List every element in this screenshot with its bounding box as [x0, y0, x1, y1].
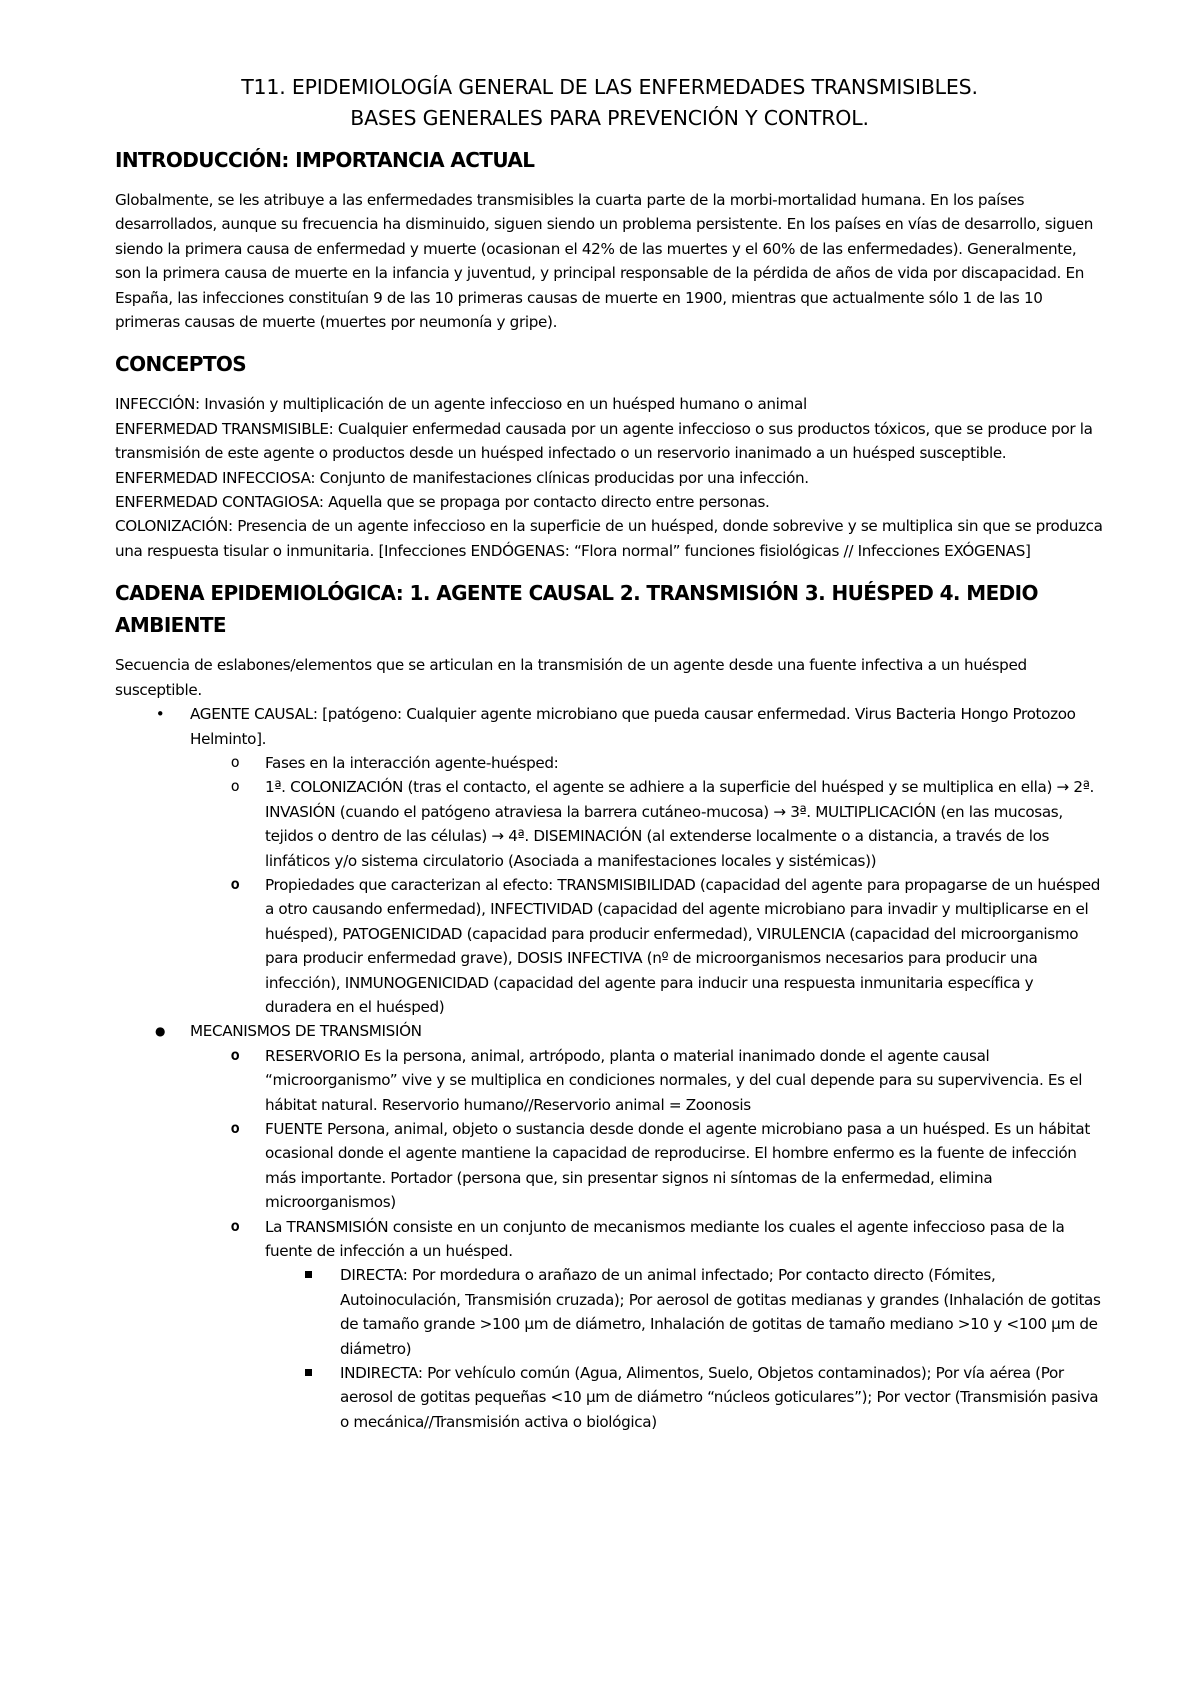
list-item: [190, 775, 1104, 873]
document-title: [115, 72, 1104, 134]
mecanismos-label: MECANISMOS DE TRANSMISIÓN: [190, 1022, 422, 1041]
list-item-text: La TRANSMISIÓN consiste en un conjunto de mecanismos mediante los cuales el agente infeccioso pasa de la fuente de infección a un huésped.: [265, 1217, 1065, 1261]
title-line-1: T11. EPIDEMIOLOGÍA GENERAL DE LAS ENFERMEDADES TRANSMISIBLES.: [241, 75, 978, 99]
intro-heading: INTRODUCCIÓN: IMPORTANCIA ACTUAL: [115, 148, 535, 172]
list-item-text: INDIRECTA: Por vehículo común (Agua, Alimentos, Suelo, Objetos contaminados); Por vía aérea (Por aerosol de gotitas pequeñas <10 µm de diámetro “núcleos goticulares”); Por vector (Transmisión pasiva o mecánica//Transmisión activa o biológica): [340, 1364, 1099, 1431]
title-line-2: BASES GENERALES PARA PREVENCIÓN Y CONTROL.: [350, 106, 869, 130]
concept-colonizacion: COLONIZACIÓN: Presencia de un agente infeccioso en la superficie de un huésped, donde sobrevive y se multiplica sin que se produzca una respuesta tisular o inmunitaria. [Infecciones ENDÓGENAS: “Flora normal” funciones fisiológicas // Infecciones EXÓGENAS]: [115, 517, 1103, 560]
intro-paragraph: Globalmente, se les atribuye a las enfermedades transmisibles la cuarta parte de la morbi-mortalidad humana. En los países desarrollados, aunque su frecuencia ha disminuido, siguen siendo un problema persistente. En los países en vías de desarrollo, siguen siendo la primera causa de enfermedad y muerte (ocasionan el 42% de las muertes y el 60% de las enfermedades). Generalmente, son la primera causa de muerte en la infancia y juventud, y principal responsable de la pérdida de años de vida por discapacidad. En España, las infecciones constituían 9 de las 10 primeras causas de muerte en 1900, mientras que actualmente sólo 1 de las 10 primeras causas de muerte (muertes por neumonía y gripe).: [115, 191, 1094, 332]
agente-causal-sublist: [190, 751, 1104, 1019]
mecanismos-sublist: [190, 1044, 1104, 1435]
chain-list: [115, 702, 1104, 1434]
list-item-text: DIRECTA: Por mordedura o arañazo de un animal infectado; Por contacto directo (Fómites, Autoinoculación, Transmisión cruzada); Por aerosol de gotitas medianas y grandes (Inhalación de gotitas de tamaño grande >100 µm de diámetro, Inhalación de gotitas de tamaño mediano >10 y <100 µm de diámetro): [340, 1266, 1101, 1358]
square-bullet-icon: [301, 1263, 315, 1287]
list-item-text: RESERVORIO Es la persona, animal, artrópodo, planta o material inanimado donde el agente causal “microorganismo” vive y se multiplica en condiciones normales, y del cual depende para su supervivencia. Es el hábitat natural. Reservorio humano//Reservorio animal = Zoonosis: [265, 1046, 1083, 1114]
concept-infeccion: INFECCIÓN: Invasión y multiplicación de un agente infeccioso en un huésped humano o animal: [115, 395, 807, 414]
circle-bullet-icon: o: [230, 1045, 240, 1064]
list-item-text: Fases en la interacción agente-huésped:: [265, 753, 559, 772]
agente-causal-label: AGENTE CAUSAL: [patógeno: Cualquier agente microbiano que pueda causar enfermedad. Virus Bacteria Hongo Protozoo Helminto].: [190, 705, 1076, 748]
list-item: [265, 1361, 1104, 1434]
list-item: [190, 1215, 1104, 1435]
concept-enfermedad-transmisible: ENFERMEDAD TRANSMISIBLE: Cualquier enfermedad causada por un agente infeccioso o sus productos tóxicos, que se produce por la transmisión de este agente o productos desde un huésped infectado o un reservorio inanimado a un huésped susceptible.: [115, 419, 1093, 463]
concepts-heading: CONCEPTOS: [115, 352, 247, 377]
concept-enfermedad-infecciosa: ENFERMEDAD INFECCIOSA: Conjunto de manifestaciones clínicas producidas por una infección.: [115, 468, 809, 487]
list-item-agente-causal: [115, 702, 1104, 1019]
chain-intro: Secuencia de eslabones/elementos que se articulan en la transmisión de un agente desde una fuente infectiva a un huésped susceptible.: [115, 656, 1027, 699]
circle-bullet-icon: o: [230, 752, 240, 771]
list-item-mecanismos: [115, 1019, 1104, 1434]
concepts-list: [115, 392, 1104, 563]
list-item-text: Propiedades que caracterizan al efecto: TRANSMISIBILIDAD (capacidad del agente para propagarse de un huésped a otro causando enfermedad), INFECTIVIDAD (capacidad del agente microbiano para invadir y multiplicarse en el huésped), PATOGENICIDAD (capacidad para producir enfermedad), VIRULENCIA (capacidad del microorganismo para producir enfermedad grave), DOSIS INFECTIVA (nº de microorganismos necesarios para producir una infección), INMUNOGENICIDAD (capacidad del agente para inducir una respuesta inmunitaria específica y duradera en el huésped): [265, 875, 1101, 1016]
square-bullet-icon: [301, 1361, 315, 1385]
circle-bullet-icon: o: [230, 1119, 240, 1137]
circle-bullet-icon: o: [230, 874, 240, 893]
list-item: [190, 1044, 1104, 1117]
list-item-text: 1ª. COLONIZACIÓN (tras el contacto, el agente se adhiere a la superficie del huésped y se multiplica en ella) → 2ª. INVASIÓN (cuando el patógeno atraviesa la barrera cutáneo-mucosa) → 3ª. MULTIPLICACIÓN (en las mucosas, tejidos o dentro de las células) → 4ª. DISEMINACIÓN (al extenderse localmente o a distancia, a través de los linfáticos y/o sistema circulatorio (Asociada a manifestaciones locales y sistémicas)): [265, 778, 1095, 870]
bullet-icon: ●: [154, 1024, 166, 1039]
chain-heading: CADENA EPIDEMIOLÓGICA: 1. AGENTE CAUSAL 2. TRANSMISIÓN 3. HUÉSPED 4. MEDIO AMBIENTE: [115, 581, 1038, 638]
bullet-icon: •: [155, 705, 165, 724]
list-item: [265, 1263, 1104, 1361]
transmission-sublist: [265, 1263, 1104, 1434]
list-item: [190, 873, 1104, 1019]
list-item: [190, 1117, 1104, 1215]
list-item: [190, 751, 1104, 775]
circle-bullet-icon: o: [230, 777, 240, 796]
circle-bullet-icon: o: [230, 1216, 240, 1235]
concept-enfermedad-contagiosa: ENFERMEDAD CONTAGIOSA: Aquella que se propaga por contacto directo entre personas.: [115, 493, 770, 512]
list-item-text: FUENTE Persona, animal, objeto o sustancia desde donde el agente microbiano pasa a un huésped. Es un hábitat ocasional donde el agente mantiene la capacidad de reproducirse. El hombre enfermo es la fuente de infección más importante. Portador (persona que, sin presentar signos ni síntomas de la enfermedad, elimina microorganismos): [265, 1120, 1090, 1212]
